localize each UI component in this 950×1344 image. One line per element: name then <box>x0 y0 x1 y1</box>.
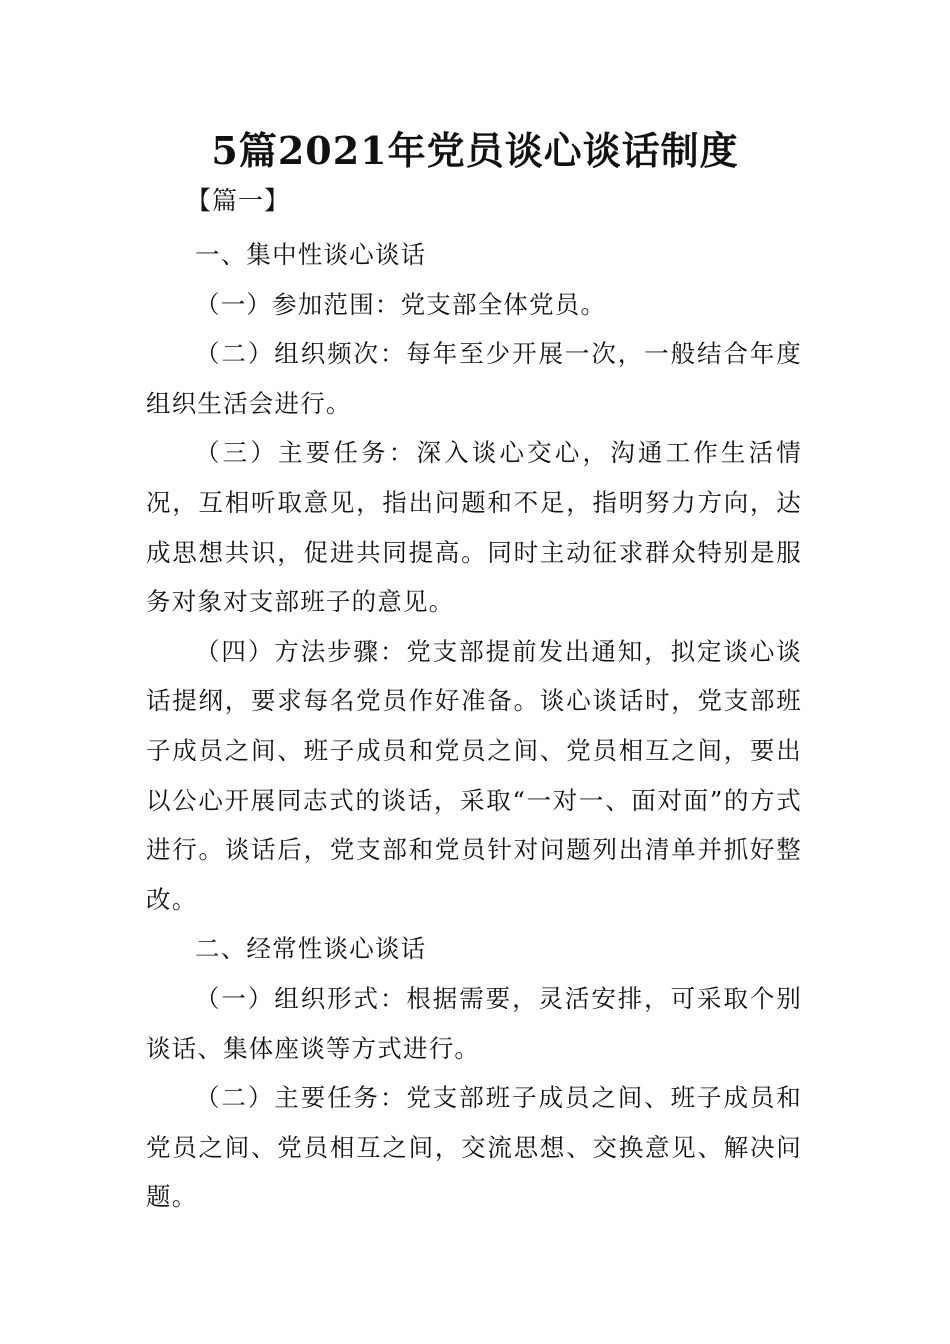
paragraph-organization-frequency: （二）组织频次：每年至少开展一次，一般结合年度组织生活会进行。 <box>146 339 802 418</box>
paragraph-main-tasks: （三）主要任务：深入谈心交心，沟通工作生活情况，互相听取意见，指出问题和不足，指明努力方向，达成思想共识，促进共同提高。同时主动征求群众特别是服务对象对支部班子的意见。 <box>146 438 802 617</box>
heading-2-regular-talk: 二、经常性谈心谈话 <box>195 934 427 964</box>
paragraph-method-steps: （四）方法步骤：党支部提前发出通知，拟定谈心谈话提纲，要求每名党员作好准备。谈心谈话时，党支部班子成员之间、班子成员和党员之间、党员相互之间，要出以公心开展同志式的谈话，采取“一对一、面对面”的方式进行。谈话后，党支部和党员针对问题列出清单并抓好整改。 <box>146 636 802 914</box>
document-body <box>146 230 802 1222</box>
section-label: 【篇一】 <box>186 186 291 215</box>
paragraph-participation-scope: （一）参加范围：党支部全体党员。 <box>195 289 607 319</box>
heading-1-concentrated-talk: 一、集中性谈心谈话 <box>195 240 427 269</box>
paragraph-regular-main-tasks: （二）主要任务：党支部班子成员之间、班子成员和党员之间、党员相互之间，交流思想、交换意见、解决问题。 <box>146 1083 802 1212</box>
paragraph-organization-form: （一）组织形式：根据需要，灵活安排，可采取个别谈话、集体座谈等方式进行。 <box>146 983 802 1063</box>
document-title: 5篇2021年党员谈心谈话制度 <box>211 128 739 173</box>
